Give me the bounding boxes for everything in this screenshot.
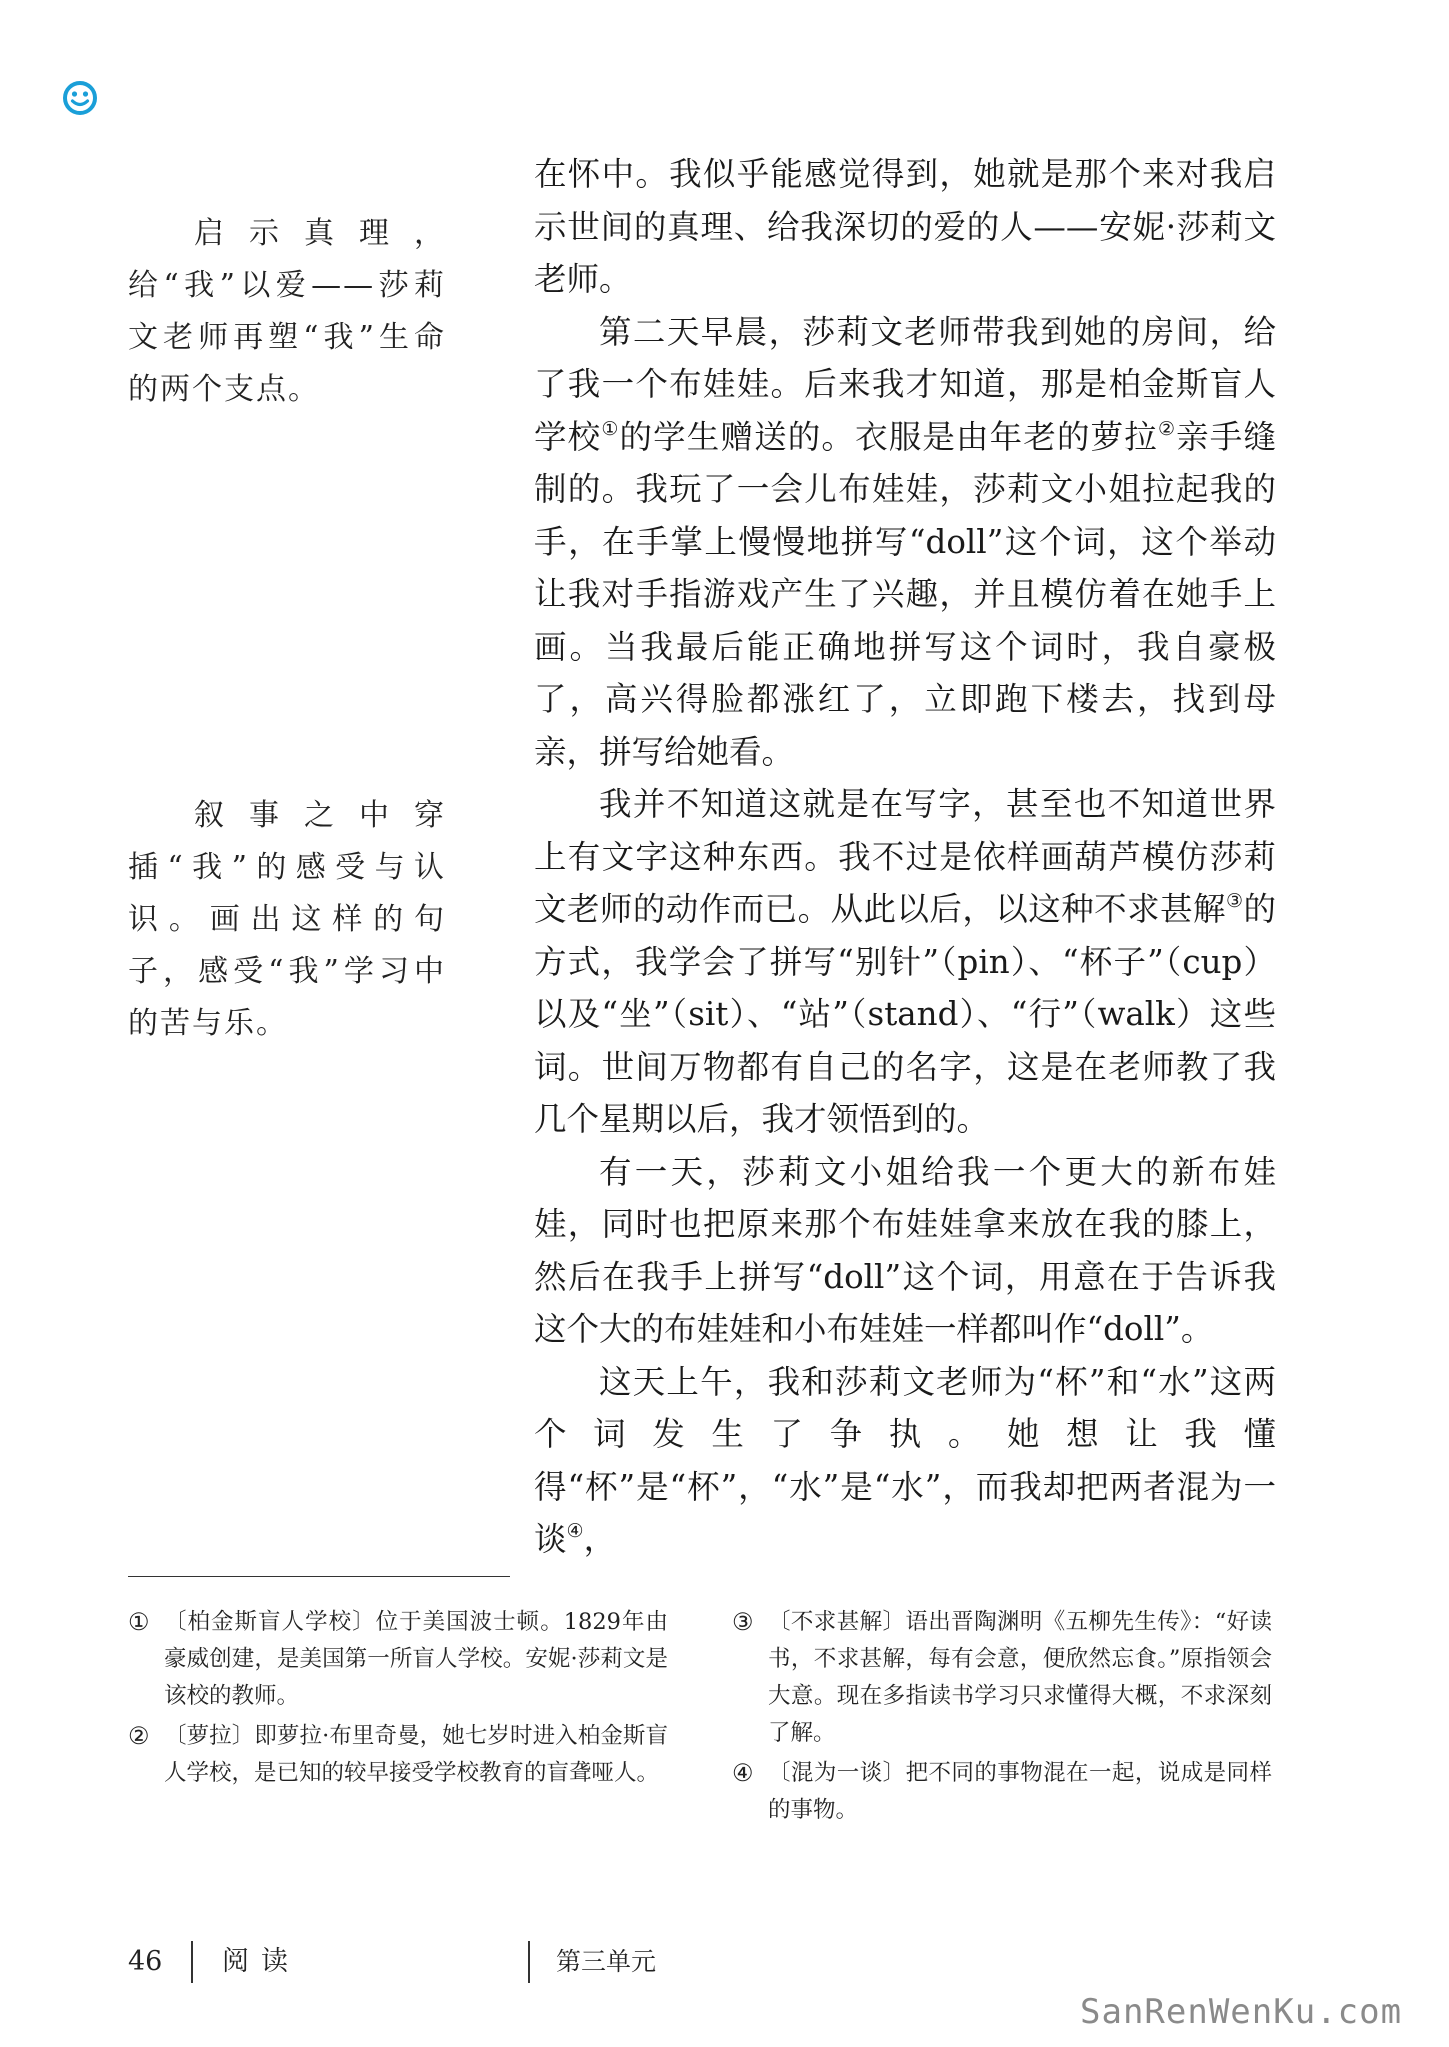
footnote-mark: ② [128,1722,150,1750]
watermark: SanRenWenKu.com [1080,1992,1403,2032]
footnote-ref[interactable]: ① [601,417,620,440]
paragraph: 我并不知道这就是在写字，甚至也不知道世界上有文字这种东西。我不过是依样画葫芦模仿莎莉文老师的动作而已。从此以后，以这种不求甚解③的方式，我学会了拼写“别针”（pin）、“杯子”（cup）以及“坐”（sit）、“站”（stand）、“行”（walk）这些词。世间万物都有自己的名字，这是在老师教了我几个星期以后，我才领悟到的。 [534,785,1276,1138]
footer-separator [528,1941,530,1983]
footnote-divider [128,1576,510,1577]
side-note-annotation: 叙事之中穿插“我”的感受与认识。画出这样的句子，感受“我”学习中的苦与乐。 [128,798,446,1041]
section-label: 阅读 [222,1946,300,1977]
unit-label: 第三单元 [556,1947,657,1976]
footnote-ref[interactable]: ③ [1225,890,1244,912]
footnote-text: 〔不求甚解〕语出晋陶渊明《五柳先生传》：“好读书，不求甚解，每有会意，便欣然忘食。”原指领会大意。现在多指读书学习只求懂得大概，不求深刻了解。 [768,1609,1272,1746]
footnote-mark: ① [128,1608,150,1636]
main-text-body [534,148,1276,1566]
footnote-ref[interactable]: ④ [566,1520,584,1542]
side-note-annotation: 启示真理，给“我”以爱——莎莉文老师再塑“我”生命的两个支点。 [128,216,446,407]
footnote [732,1755,1272,1829]
smiley-face-icon [62,80,98,116]
footnote-text: 〔萝拉〕即萝拉·布里奇曼，她七岁时进入柏金斯盲人学校，是已知的较早接受学校教育的盲聋哑人。 [164,1723,668,1786]
footer-separator [191,1941,193,1983]
footnote-text: 〔柏金斯盲人学校〕位于美国波士顿。1829年由豪威创建，是美国第一所盲人学校。安妮·莎莉文是该校的教师。 [164,1609,668,1709]
footnote-mark: ④ [732,1759,754,1787]
paragraph: 这天上午，我和莎莉文老师为“杯”和“水”这两个词发生了争执。她想让我懂得“杯”是“杯”，“水”是“水”，而我却把两者混为一谈④， [534,1362,1276,1558]
paragraph: 第二天早晨，莎莉文老师带我到她的房间，给了我一个布娃娃。后来我才知道，那是柏金斯盲人学校①的学生赠送的。衣服是由年老的萝拉②亲手缝制的。我玩了一会儿布娃娃，莎莉文小姐拉起我的手，在手掌上慢慢地拼写“doll”这个词，这个举动让我对手指游戏产生了兴趣，并且模仿着在她手上画。当我最后能正确地拼写这个词时，我自豪极了，高兴得脸都涨红了，立即跑下楼去，找到母亲，拼写给她看。 [534,312,1276,771]
paragraph: 在怀中。我似乎能感觉得到，她就是那个来对我启示世间的真理、给我深切的爱的人——安妮·莎莉文老师。 [534,155,1276,298]
footnote [128,1718,668,1792]
footnote [128,1604,668,1715]
page-number: 46 [128,1946,163,1977]
paragraph: 有一天，莎莉文小姐给我一个更大的新布娃娃，同时也把原来那个布娃娃拿来放在我的膝上，然后在我手上拼写“doll”这个词，用意在于告诉我这个大的布娃娃和小布娃娃一样都叫作“doll”。 [534,1152,1276,1348]
footnote-text: 〔混为一谈〕把不同的事物混在一起，说成是同样的事物。 [768,1760,1272,1823]
footnote [732,1604,1272,1752]
footnote-mark: ③ [732,1608,754,1636]
footnote-ref[interactable]: ② [1157,417,1177,440]
